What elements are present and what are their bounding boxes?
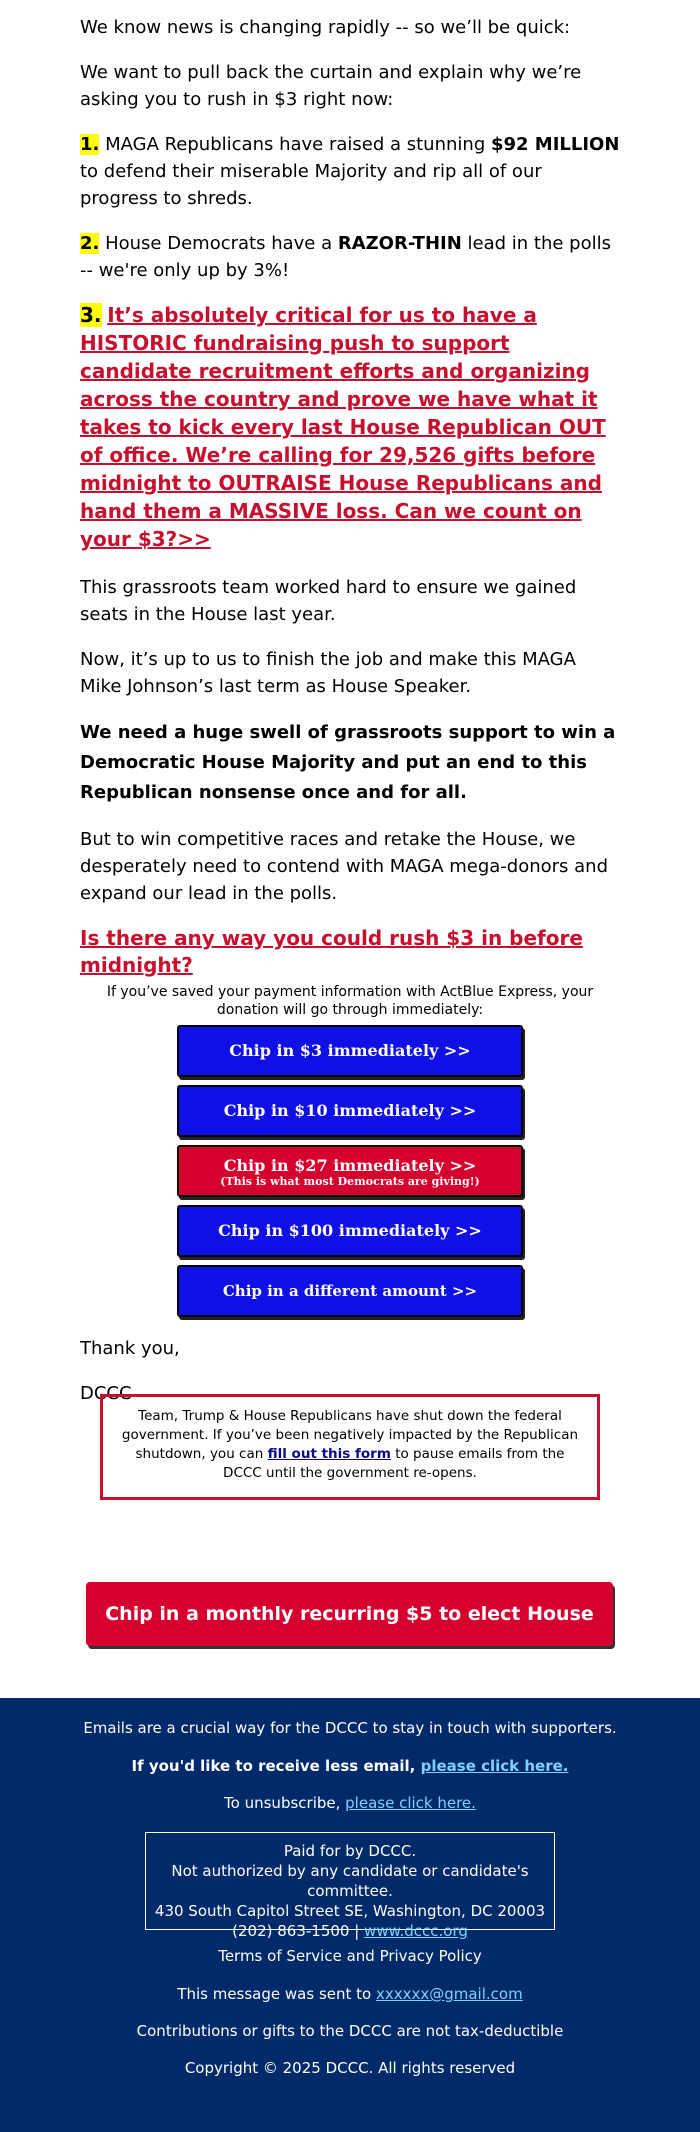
- separator: |: [349, 1922, 365, 1940]
- notice-pre: Team, Trump & House Republicans have shut down the federal government. If you’ve been negatively impacted by the Republican shutdown, you can: [121, 1408, 579, 1462]
- point-2-bold: RAZOR-THIN: [337, 233, 462, 254]
- point-1-bold: $92 MILLION: [490, 134, 620, 155]
- address: 430 South Capitol Street SE, Washington, DC 20003: [154, 1902, 546, 1920]
- terms-link[interactable]: Terms of Service and Privacy Policy: [218, 1947, 482, 1965]
- point-3-donate-link[interactable]: It’s absolutely critical for us to have a HISTORIC fundraising push to support candidate recruitment efforts and organizing across the country and prove we have what it takes to kick every last House Republican OUT of office. We’re calling for 29,526 gifts before midnight to OUTRAISE House Republicans and hand them a MASSIVE loss. Can we count on your $3?>>: [80, 303, 606, 551]
- website-link[interactable]: www.dccc.org: [364, 1922, 468, 1940]
- footer-unsubscribe-link[interactable]: please click here.: [345, 1794, 476, 1812]
- paid-by: Paid for by DCCC.: [283, 1842, 417, 1860]
- chip-in-27-button[interactable]: [177, 1145, 523, 1197]
- tax-note: Contributions or gifts to the DCCC are not tax-deductible: [136, 2022, 564, 2040]
- footer: [0, 1698, 700, 2132]
- swell-text: We need a huge swell of grassroots support to win a Democratic House Majority and put an end to this Republican nonsense once and for all.: [80, 722, 616, 803]
- compete-text: But to win competitive races and retake the House, we desperately need to contend with MAGA mega-donors and expand our lead in the polls.: [80, 829, 609, 904]
- sent-to-email[interactable]: xxxxxx@gmail.com: [375, 1985, 523, 2003]
- point-2: [80, 230, 620, 284]
- rush-donate-link[interactable]: Is there any way you could rush $3 in before midnight?: [80, 926, 583, 977]
- chip-in-3-button[interactable]: Chip in $3 immediately >>: [177, 1025, 523, 1077]
- point-1: [80, 131, 620, 212]
- express-note: If you’ve saved your payment information with ActBlue Express, your donation will go through immediately:: [106, 984, 594, 1018]
- footer-less-email-link[interactable]: please click here.: [420, 1757, 569, 1775]
- chip-in-100-button[interactable]: Chip in $100 immediately >>: [177, 1205, 523, 1257]
- sent-to-text: This message was sent to: [177, 1985, 376, 2003]
- chip-in-27-subtext: (This is what most Democrats are giving!): [220, 1175, 480, 1188]
- notice-form-link[interactable]: fill out this form: [267, 1446, 391, 1462]
- point-3-number: 3.: [80, 303, 102, 327]
- point-2-pre: House Democrats have a: [99, 233, 338, 254]
- phone: (202) 863-1500: [232, 1922, 350, 1940]
- monthly-recurring-button[interactable]: Chip in a monthly recurring $5 to elect House Dems >>: [86, 1582, 613, 1646]
- thanks-text: Thank you,: [80, 1338, 180, 1359]
- email-body: [80, 14, 620, 1425]
- curtain-text: We want to pull back the curtain and explain why we’re asking you to rush in $3 right now:: [80, 62, 582, 110]
- point-1-pre: MAGA Republicans have raised a stunning: [99, 134, 491, 155]
- footer-unsubscribe-text: To unsubscribe,: [224, 1794, 346, 1812]
- chip-in-other-button[interactable]: Chip in a different amount >>: [177, 1265, 523, 1317]
- chip-in-10-button[interactable]: Chip in $10 immediately >>: [177, 1085, 523, 1137]
- copyright: Copyright © 2025 DCCC. All rights reserved: [184, 2059, 516, 2077]
- point-3: [80, 302, 620, 554]
- point-1-number: 1.: [80, 134, 100, 155]
- signature: DCCC: [80, 1383, 132, 1404]
- shutdown-notice: [100, 1394, 600, 1500]
- footer-unsubscribe: [0, 1793, 700, 1813]
- paid-for-box: [145, 1832, 555, 1940]
- footer-crucial: Emails are a crucial way for the DCCC to stay in touch with supporters.: [83, 1719, 617, 1737]
- chip-in-27-label: Chip in $27 immediately >>: [223, 1156, 477, 1175]
- intro-text: We know news is changing rapidly -- so we’ll be quick:: [80, 17, 571, 38]
- notice-post: to pause emails from the DCCC until the government re-opens.: [223, 1446, 565, 1481]
- sent-to: [0, 1984, 700, 2004]
- point-1-post: to defend their miserable Majority and rip all of our progress to shreds.: [80, 161, 542, 209]
- contact-line: [146, 1921, 554, 1941]
- finish-text: Now, it’s up to us to finish the job and make this MAGA Mike Johnson’s last term as House Speaker.: [80, 649, 576, 697]
- footer-less-email: [0, 1756, 700, 1776]
- footer-less-email-text: If you'd like to receive less email,: [131, 1757, 421, 1775]
- point-2-post: lead in the polls -- we're only up by 3%!: [80, 233, 611, 281]
- not-authorized: Not authorized by any candidate or candidate's committee.: [171, 1862, 529, 1900]
- point-2-number: 2.: [80, 233, 100, 254]
- grassroots-text: This grassroots team worked hard to ensure we gained seats in the House last year.: [80, 577, 577, 625]
